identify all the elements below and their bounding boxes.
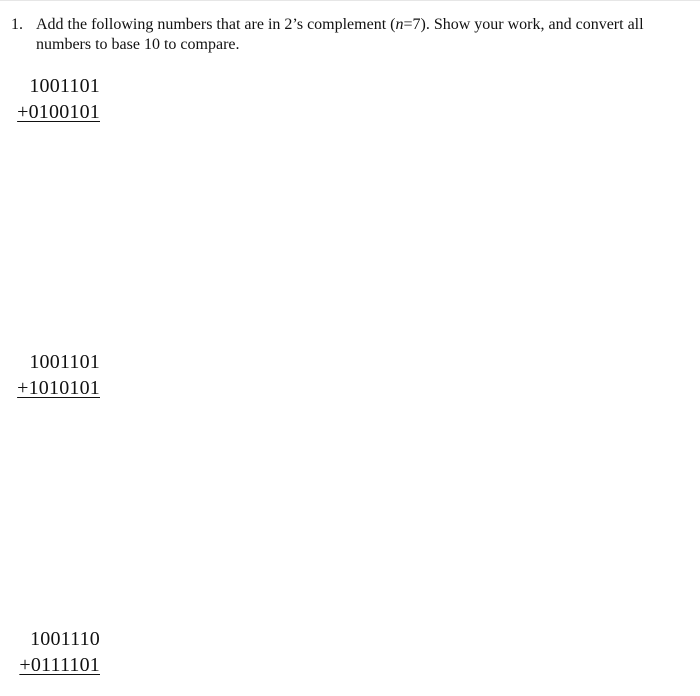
addition-problem-1 — [11, 73, 100, 125]
addition-problem-3 — [11, 626, 100, 678]
question-text-end: =7). Show your work, and convert all numbers to base 10 to compare. — [36, 16, 644, 53]
question-number: 1. — [11, 16, 23, 33]
problem-2-top-number: 1001101 — [29, 351, 100, 373]
variable-n: n — [395, 16, 404, 33]
question-text — [36, 15, 671, 55]
question-text-start: Add the following numbers that are in 2’s complement ( — [36, 16, 396, 33]
problem-2-addend: +1010101 — [17, 377, 100, 399]
addition-problem-2 — [11, 349, 100, 401]
problem-3-top-number: 1001110 — [30, 628, 100, 650]
problem-1-addend: +0100101 — [17, 101, 100, 123]
question-1 — [11, 15, 671, 55]
problem-3-addend: +0111101 — [19, 654, 100, 676]
top-border — [0, 0, 700, 1]
problem-1-top-number: 1001101 — [29, 75, 100, 97]
